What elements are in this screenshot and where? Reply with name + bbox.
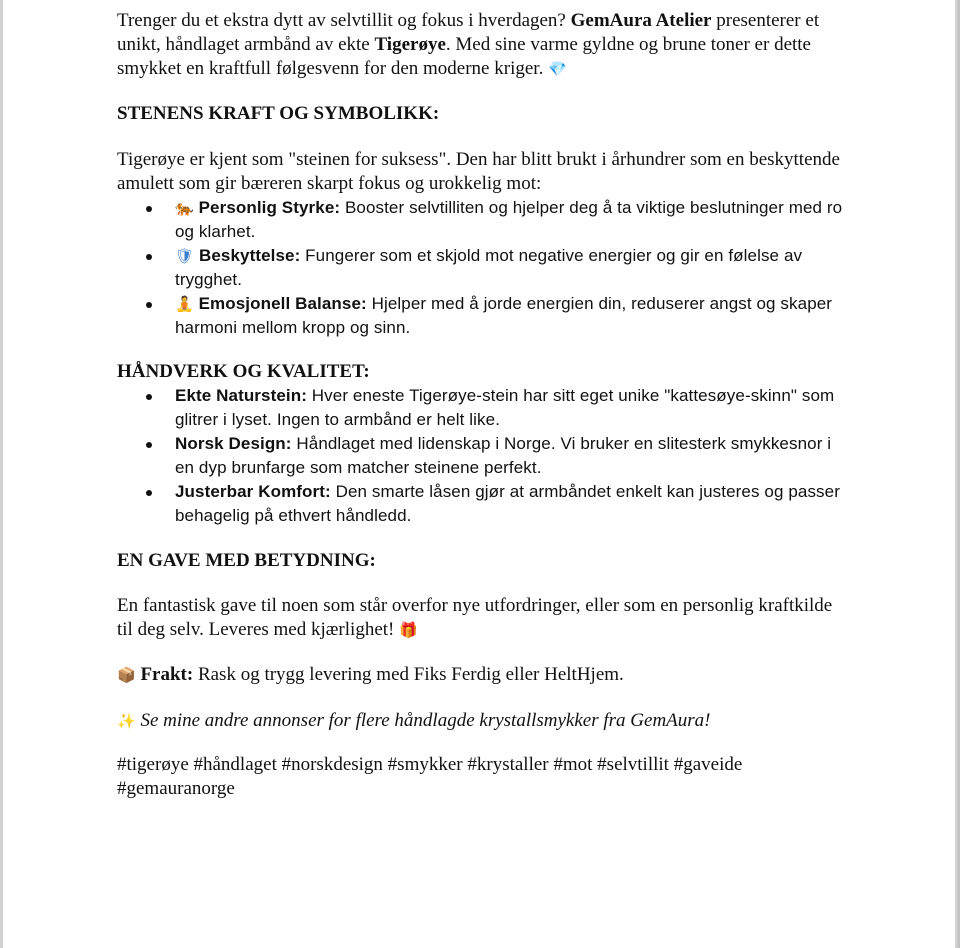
- gift-paragraph: [117, 594, 847, 642]
- section-heading-power: STENENS KRAFT OG SYMBOLIKK:: [117, 103, 440, 124]
- list-item-title: Personlig Styrke:: [198, 198, 341, 217]
- document-page: [117, 8, 847, 801]
- list-item-title: Emosjonell Balanse:: [198, 294, 367, 313]
- hashtags: #tigerøye #håndlaget #norskdesign #smykker #krystaller #mot #selvtillit #gaveide #gemauranorge: [117, 754, 743, 799]
- list-item: [117, 292, 847, 340]
- bullet-dot: [146, 302, 152, 308]
- intro-paragraph: [117, 9, 847, 81]
- intro-text-3: . Med sine varme gyldne og brune toner er dette smykket en kraftfull følgesvenn for den moderne kriger.: [117, 34, 811, 79]
- shield-icon: 🛡: [175, 247, 195, 265]
- bullet-dot: [146, 394, 152, 400]
- list-item-text: Booster selvtilliten og hjelper deg å ta viktige beslutninger med ro og klarhet.: [175, 198, 843, 241]
- list-item-title: Beskyttelse:: [198, 246, 301, 265]
- list-item: [117, 196, 847, 244]
- list-item-title: Norsk Design:: [175, 434, 292, 453]
- bullet-dot: [146, 442, 152, 448]
- gift-icon: 🎁: [399, 621, 418, 639]
- shipping-text: Rask og trygg levering med Fiks Ferdig eller HeltHjem.: [193, 664, 624, 685]
- list-item-text: Den smarte låsen gjør at armbåndet enkelt kan justeres og passer behagelig på ethvert håndledd.: [175, 482, 840, 525]
- craft-list: [117, 384, 847, 528]
- tiger-icon: 🐅: [175, 199, 194, 217]
- list-item: [117, 244, 847, 292]
- section-heading-gift: EN GAVE MED BETYDNING:: [117, 550, 376, 571]
- power-list: [117, 196, 847, 340]
- page-edge-right: [955, 0, 960, 948]
- list-item-text: Hver eneste Tigerøye-stein har sitt eget unike "kattesøye-skinn" som glitrer i lyset. Ingen to armbånd er helt like.: [175, 386, 835, 429]
- sparkles-icon: ✨: [117, 712, 136, 730]
- more-listings-line: [117, 709, 847, 733]
- list-item-text: Håndlaget med lidenskap i Norge. Vi bruker en slitesterk smykkesnor i en dyp brunfarge som matcher steinene perfekt.: [175, 434, 832, 477]
- gem-icon: 💎: [548, 60, 567, 78]
- power-paragraph: Tigerøye er kjent som "steinen for suksess". Den har blitt brukt i århundrer som en beskyttende amulett som gir bæreren skarpt fokus og urokkelig mot:: [117, 149, 840, 194]
- gift-text: En fantastisk gave til noen som står overfor nye utfordringer, eller som en personlig kraftkilde til deg selv. Leveres med kjærlighet!: [117, 595, 833, 640]
- more-listings-text: Se mine andre annonser for flere håndlagde krystallsmykker fra GemAura!: [140, 710, 711, 731]
- shipping-label: Frakt:: [140, 664, 194, 685]
- list-item: [117, 432, 847, 480]
- list-item-text: Fungerer som et skjold mot negative energier og gir en følelse av trygghet.: [175, 246, 803, 289]
- bullet-dot: [146, 206, 152, 212]
- intro-text-2: presenterer et unikt, håndlaget armbånd av ekte: [117, 10, 820, 55]
- bullet-dot: [146, 490, 152, 496]
- page-edge-left: [0, 0, 3, 948]
- intro-text-1: Trenger du et ekstra dytt av selvtillit og fokus i hverdagen?: [117, 10, 571, 31]
- brand-name: GemAura Atelier: [570, 10, 712, 31]
- list-item-text: Hjelper med å jorde energien din, reduserer angst og skaper harmoni mellom kropp og sinn.: [175, 294, 833, 337]
- list-item-title: Ekte Naturstein:: [175, 386, 307, 405]
- list-item: [117, 480, 847, 528]
- list-item: [117, 384, 847, 432]
- stone-name: Tigerøye: [374, 34, 446, 55]
- shipping-line: [117, 663, 847, 687]
- list-item-title: Justerbar Komfort:: [175, 482, 331, 501]
- meditation-icon: 🧘: [175, 295, 194, 313]
- bullet-dot: [146, 254, 152, 260]
- package-icon: 📦: [117, 666, 136, 684]
- section-heading-craft: HÅNDVERK OG KVALITET:: [117, 361, 370, 382]
